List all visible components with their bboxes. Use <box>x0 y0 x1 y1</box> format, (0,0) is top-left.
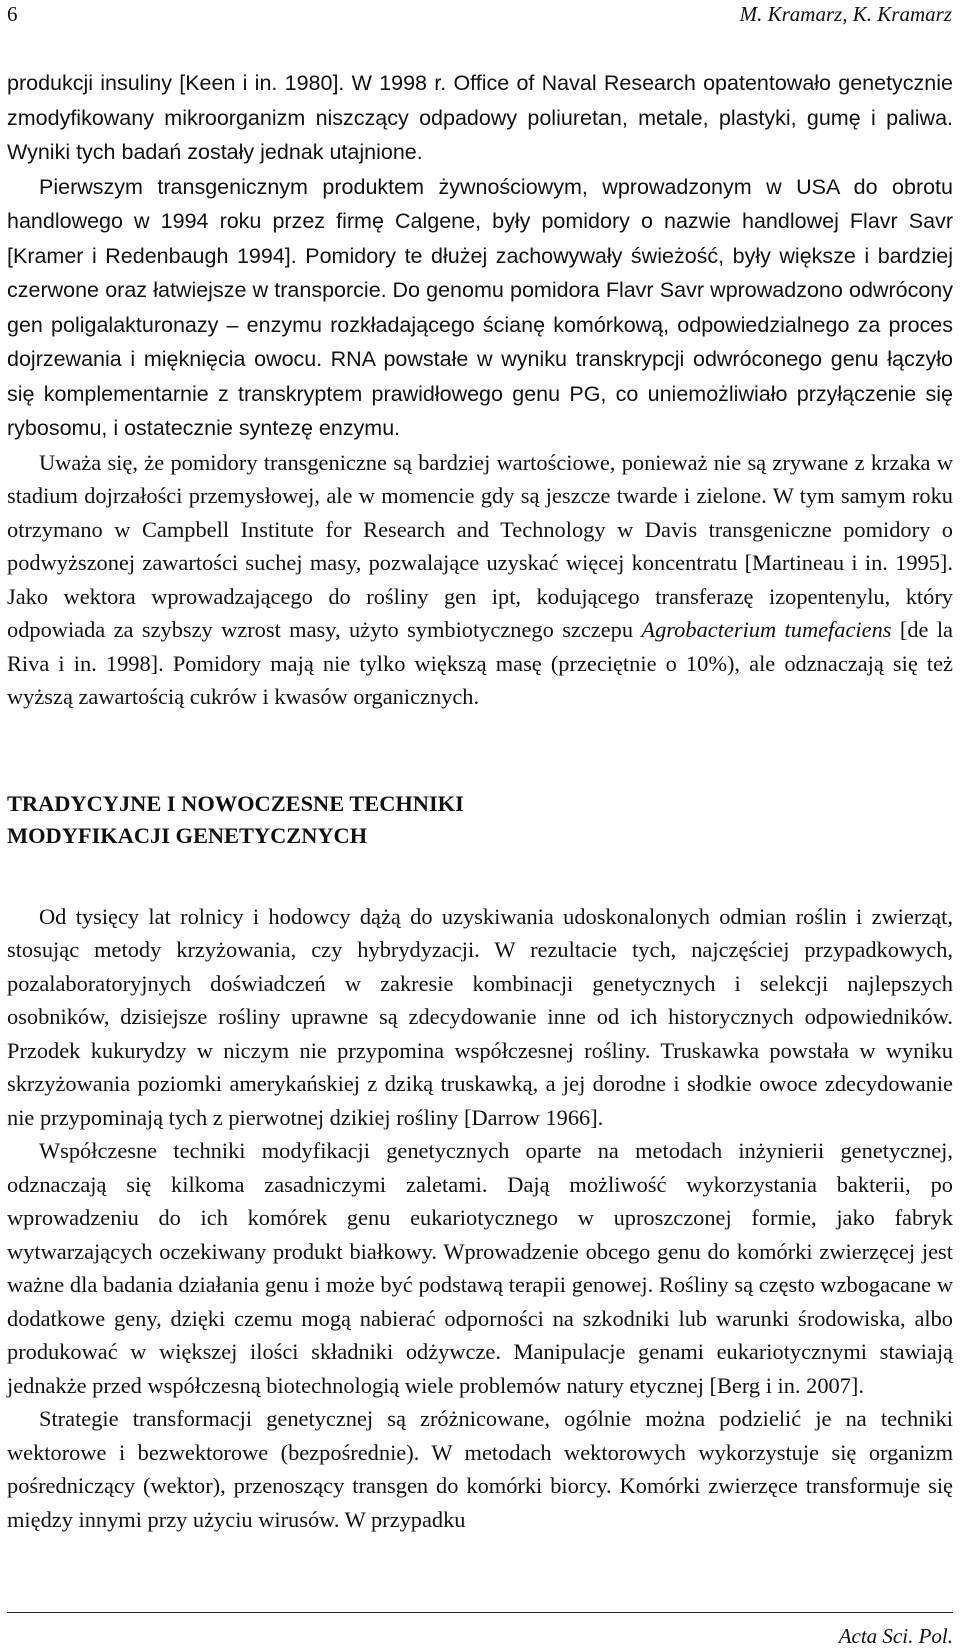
paragraph-1-sans-text-4: RNA powstałe w wyniku transkrypcji odwróconego genu łączyło się komplementarnie z transkryptem prawidłowego genu PG, co uniemożliwiało przyłączenie się rybosomu, i ostatecznie syntezę enzymu. <box>7 347 953 440</box>
paragraph-2-text-2: [de la Riva i in. 1998]. Pomidory mają nie tylko większą masę (przeciętnie o 10%), ale odznaczają się też wyższą zawartością cukrów i kwasów organicznych. <box>7 617 953 709</box>
section-heading-line-2: MODYFIKACJI GENETYCZNYCH <box>7 822 368 848</box>
section-heading <box>7 788 953 852</box>
paragraph-4: Współczesne techniki modyfikacji genetycznych oparte na metodach inżynierii genetycznej, odznaczają się kilkoma zasadniczymi zaletami. Dają możliwość wykorzystania bakterii, po wprowadzeniu do ich komórek genu eukariotycznego w uproszczonej formie, jako fabryk wytwarzających oczekiwany produkt białkowy. Wprowadzenie obcego genu do komórki zwierzęcej jest ważne dla badania działania genu i może być podstawą terapii genowej. Rośliny są często wzbogacane w dodatkowe geny, dzięki czemu mogą nabierać odporności na szkodniki lub warunki środowiska, albo produkować w większej ilości składniki odżywcze. Manipulacje genami eukariotycznymi stawiają jednakże przed współczesną biotechnologią wiele problemów natury etycznej [Berg i in. 2007]. <box>7 1138 953 1398</box>
paragraph-1-sans-text: produkcji insuliny [Keen i in. 1980]. W 1998 r. Office of Naval Research opatentowało genetycznie zmodyfikowany mikroorganizm niszczący odpadowy poliuretan, metale, plastyki, gumę i paliwa. Wyniki tych badań zostały jednak utajnione. <box>7 71 953 164</box>
paragraph-2 <box>7 446 953 714</box>
page-header <box>7 2 952 32</box>
footer-rule <box>7 1612 953 1613</box>
paragraph-5: Strategie transformacji genetycznej są zróżnicowane, ogólnie można podzielić je na techniki wektorowe i bezwektorowe (bezpośrednie). W metodach wektorowych wykorzystuje się organizm pośredniczący (wektor), przenoszący transgen do komórki biorcy. Komórki zwierzęce transformuje się między innymi przy użyciu wirusów. W przypadku <box>7 1406 953 1532</box>
species-name-italic: Agrobacterium tumefaciens <box>641 617 892 642</box>
paragraph-2-text: Uważa się, że pomidory transgeniczne są bardziej wartościowe, ponieważ nie są zrywane z krzaka w stadium dojrzałości przemysłowej, ale w momencie gdy są jeszcze twarde i zielone. W tym samym roku otrzymano w Campbell Institute for Research and Technology w Davis transgeniczne pomidory o podwyższonej zawartości suchej masy, pozwalające uzyskać więcej koncentratu [Martineau i in. 1995]. Jako wektora wprowadzającego do rośliny gen ipt, kodującego transferazę izopentenylu, który odpowiada za szybszy wzrost masy, użyto symbiotycznego szczepu <box>7 449 953 642</box>
article-body <box>7 66 953 1536</box>
document-page <box>7 0 957 1652</box>
page-number: 6 <box>7 2 18 26</box>
section-heading-line-1: TRADYCYJNE I NOWOCZESNE TECHNIKI <box>7 790 464 816</box>
footer-journal-name: Acta Sci. Pol. <box>838 1624 953 1648</box>
paragraph-3: Od tysięcy lat rolnicy i hodowcy dążą do uzyskiwania udoskonalonych odmian roślin i zwierząt, stosując metody krzyżowania, czy hybrydyzacji. W rezultacie tych, najczęściej przypadkowych, pozalaboratoryjnych doświadczeń w zakresie kombinacji genetycznych i selekcji najlepszych osobników, dzisiejsze rośliny uprawne są zdecydowanie inne od ich historycznych odpowiedników. Przodek kukurydzy w niczym nie przypomina współczesnej rośliny. Truskawka powstała w wyniku skrzyżowania poziomki amerykańskiej z dziką truskawką, a jej dorodne i słodkie owoce zdecydowanie nie przypominają tych z pierwotnej dzikiej rośliny [Darrow 1966]. <box>7 903 953 1130</box>
paragraph-1-sans-text-2: Pierwszym transgenicznym produktem żywnościowym, wprowadzonym w USA do obrotu handlowego w 1994 roku przez firmę Calgene, były pomidory o nazwie handlowej Flavr Savr [Kramer i Redenbaugh 1994]. Pomidory te dłużej zachowywały świeżość, były większe i bardziej czerwone oraz łatwiejsze w transporcie. <box>7 174 953 302</box>
paragraph-1-sans-text-3: Do genomu pomidora Flavr Savr wprowadzono odwrócony gen poligalakturonazy – enzymu rozkładającego ścianę komórkową, odpowiedzialnego za proces dojrzewania i mięknięcia owocu. <box>7 278 953 371</box>
paragraph-1 <box>7 66 953 446</box>
running-head-authors: M. Kramarz, K. Kramarz <box>739 2 952 26</box>
